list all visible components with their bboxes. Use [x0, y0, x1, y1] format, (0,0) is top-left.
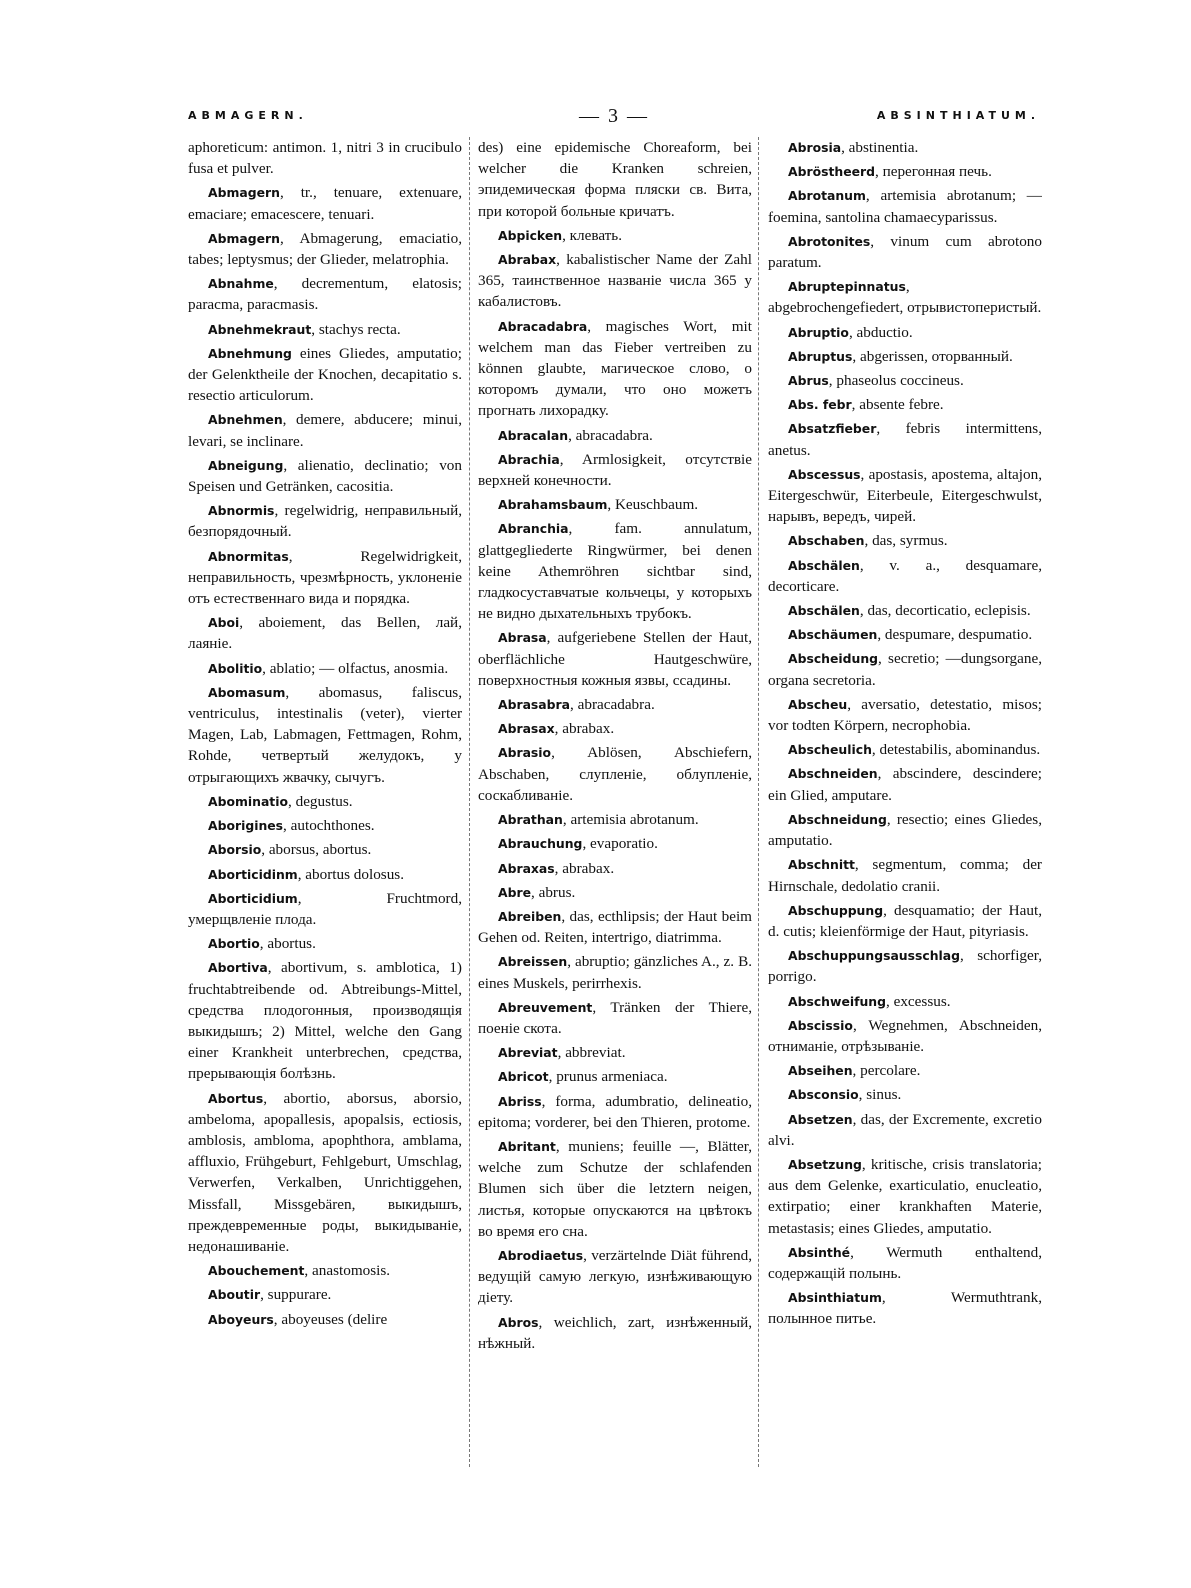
dictionary-entry	[188, 546, 462, 610]
entry-definition: des) eine epidemische Choreaform, bei welcher die Kranken schreien, эпидемическая форма пляски св. Вита, при которой больные кричатъ.	[478, 139, 752, 220]
entry-headword: Abrathan	[498, 812, 563, 828]
entry-headword: Abre	[498, 884, 531, 900]
entry-definition: , regelwidrig, неправильный, безпорядочный.	[188, 502, 462, 541]
dictionary-entry	[188, 682, 462, 788]
dictionary-entry	[478, 1066, 752, 1087]
entry-headword: Abschuppung	[788, 902, 884, 918]
column-3	[768, 137, 1042, 1497]
column-1	[188, 137, 462, 1497]
entry-definition: , magisches Wort, mit welchem man das Fieber vertreiben zu können glaubte, магическое слово, о которомъ думали, что оно можетъ прогнать лихорадку.	[478, 317, 752, 420]
entry-definition: , demere, abducere; minui, levari, se inclinare.	[188, 411, 462, 450]
entry-definition: , abortus.	[259, 935, 316, 953]
entry-headword: Abrasio	[498, 745, 552, 761]
entry-definition: , aversatio, detestatio, misos; vor todten Körpern, necrophobia.	[768, 695, 1042, 735]
entry-headword: Abmagern	[208, 230, 280, 246]
entry-definition: , febris intermittens, anetus.	[768, 420, 1042, 459]
entry-headword: Abrasa	[498, 630, 547, 646]
dictionary-entry	[188, 888, 462, 930]
entry-definition: , prunus armeniaca.	[548, 1068, 668, 1086]
entry-definition: , abracadabra.	[570, 696, 655, 714]
dictionary-entry	[478, 742, 752, 806]
entry-definition: , kritische, crisis translatoria; aus dem Gelenke, exarticulatio, enucleatio, extirpatio; einer krankhaften Materie, metastasis; eines Gliedes, amputatio.	[768, 1155, 1042, 1237]
entry-headword: Abschälen	[788, 557, 860, 573]
column-divider	[758, 137, 759, 1467]
entry-headword: Abrahamsbaum	[498, 497, 608, 513]
dictionary-entry	[768, 1060, 1042, 1081]
dictionary-entry	[478, 951, 752, 993]
entry-headword: Abortus	[208, 1090, 264, 1106]
dictionary-entry	[768, 231, 1042, 273]
entry-headword: Abracadabra	[498, 318, 588, 334]
dictionary-entry	[188, 791, 462, 812]
dictionary-entry	[188, 137, 462, 179]
entry-headword: Abscheulich	[788, 742, 872, 758]
dictionary-entry	[768, 991, 1042, 1012]
dictionary-entry	[478, 833, 752, 854]
entry-headword: Abnormitas	[208, 548, 289, 564]
entry-definition: , suppurare.	[260, 1286, 332, 1304]
entry-definition: , degustus.	[288, 792, 353, 810]
dictionary-entry	[768, 185, 1042, 227]
entry-headword: Abreiben	[498, 908, 562, 924]
entry-definition: , weichlich, zart, изнѣженный, нѣжный.	[478, 1313, 752, 1352]
entry-headword: Abmagern	[208, 185, 280, 201]
column-divider	[469, 137, 470, 1467]
entry-definition: , abductio.	[848, 323, 913, 341]
dictionary-entry	[188, 343, 462, 407]
dictionary-entry	[768, 739, 1042, 760]
entry-headword: Aborigines	[208, 818, 284, 834]
dictionary-entry	[478, 718, 752, 739]
entry-definition: , abbreviat.	[557, 1044, 626, 1062]
entry-definition: , segmentum, comma; der Hirnschale, dedolatio cranii.	[768, 856, 1042, 895]
entry-headword: Abricot	[498, 1069, 549, 1085]
entry-headword: Aborsio	[208, 842, 262, 858]
entry-definition: , evaporatio.	[582, 835, 658, 853]
entry-definition: , Wegnehmen, Abschneiden, отниманіе, отрѣзываніе.	[768, 1016, 1042, 1055]
dictionary-entry	[188, 500, 462, 542]
dictionary-entry	[768, 763, 1042, 805]
dictionary-entry	[188, 1088, 462, 1258]
entry-definition: , перегонная печь.	[875, 163, 992, 181]
header-left-guideword: ABMAGERN.	[188, 109, 308, 122]
dictionary-entry	[478, 858, 752, 879]
entry-headword: Aboi	[208, 615, 240, 631]
entry-definition: , abrabax.	[554, 859, 615, 877]
entry-headword: Abrus	[788, 373, 829, 389]
entry-definition: , anastomosis.	[304, 1262, 391, 1280]
dictionary-entry	[188, 957, 462, 1084]
page-number: — 3 —	[579, 105, 649, 127]
entry-definition: , tr., tenuare, extenuare, emaciare; emacescere, tenuari.	[188, 184, 462, 223]
entry-headword: Absconsio	[788, 1087, 859, 1103]
entry-headword: Aborticidinm	[208, 866, 298, 882]
entry-definition: , Tränken der Thiere, поеніе скота.	[478, 998, 752, 1037]
entry-headword: Abschäumen	[788, 627, 878, 643]
entry-definition: , ablatio; — olfactus, anosmia.	[262, 659, 449, 677]
dictionary-entry	[768, 418, 1042, 460]
dictionary-entry	[478, 1042, 752, 1063]
entry-headword: Aboutir	[208, 1287, 261, 1303]
dictionary-entry	[478, 627, 752, 691]
entry-definition: , artemisia abrotanum.	[562, 811, 699, 829]
dictionary-entry	[768, 346, 1042, 367]
dictionary-entry	[768, 370, 1042, 391]
entry-headword: Abraxas	[498, 860, 555, 876]
dictionary-entry	[188, 933, 462, 954]
entry-headword: Abreviat	[498, 1045, 558, 1061]
entry-definition: eines Gliedes, amputatio; der Gelenktheile der Knochen, decapitatio s. resectio articulorum.	[188, 344, 462, 405]
entry-definition: , abstinentia.	[841, 139, 919, 156]
dictionary-entry	[768, 161, 1042, 182]
dictionary-entry	[478, 425, 752, 446]
entry-definition: , forma, adumbratio, delineatio, epitoma; vorderer, bei den Thieren, protome.	[478, 1092, 752, 1131]
dictionary-entry	[768, 322, 1042, 343]
entry-definition: , detestabilis, abominandus.	[871, 741, 1041, 759]
entry-definition: , apostasis, apostema, altajon, Eitergeschwür, Eiterbeule, Eitergeschwulst, нарывъ, вередъ, чирей.	[768, 465, 1042, 526]
entry-headword: Abschuppungsausschlag	[788, 948, 961, 964]
dictionary-entry	[188, 658, 462, 679]
entry-definition: , abscindere, descindere; ein Glied, amputare.	[768, 765, 1042, 804]
entry-definition: , sinus.	[858, 1086, 902, 1104]
dictionary-entry	[188, 273, 462, 315]
column-2	[478, 137, 752, 1497]
entry-headword: Abomasum	[208, 684, 286, 700]
dictionary-entry	[478, 225, 752, 246]
entry-headword: Abruptus	[788, 348, 853, 364]
dictionary-entry	[768, 1109, 1042, 1151]
dictionary-entry	[478, 1091, 752, 1133]
entry-definition: , Regelwidrigkeit, неправильность, чрезмѣрность, уклоненіе отъ естественнаго вида и порядка.	[188, 547, 462, 608]
dictionary-entry	[768, 555, 1042, 597]
entry-headword: Abrasax	[498, 721, 555, 737]
entry-headword: Abnahme	[208, 276, 274, 292]
entry-definition: , aboiement, das Bellen, лай, лаяніе.	[188, 614, 462, 653]
entry-headword: Abrasabra	[498, 697, 571, 713]
dictionary-entry	[478, 249, 752, 313]
dictionary-entry	[768, 854, 1042, 896]
entry-headword: Abscissio	[788, 1017, 853, 1033]
entry-definition: , Abmagerung, emaciatio, tabes; leptysmus; der Glieder, melatrophia.	[188, 229, 462, 269]
entry-headword: Absinthé	[788, 1244, 851, 1260]
entry-headword: Abrotonites	[788, 233, 871, 249]
entry-definition: , aboyeuses (delire	[273, 1310, 388, 1328]
dictionary-entry	[768, 648, 1042, 690]
entry-definition: , schorfiger, porrigo.	[768, 947, 1042, 986]
entry-definition: , despumare, despumatio.	[877, 626, 1033, 644]
entry-definition: , abortus dolosus.	[297, 865, 405, 883]
dictionary-entry	[478, 1136, 752, 1242]
entry-definition: , decrementum, elatosis; paracma, paracmasis.	[188, 275, 462, 314]
entry-headword: Absinthiatum	[788, 1290, 882, 1306]
dictionary-entry	[188, 1284, 462, 1305]
dictionary-entry	[188, 612, 462, 654]
entry-headword: Abortio	[208, 936, 260, 952]
entry-definition: , das, ecthlipsis; der Haut beim Gehen od. Reiten, intertrigo, diatrimma.	[478, 907, 752, 947]
entry-definition: , Wermuthtrank, полынное питье.	[768, 1289, 1042, 1328]
entry-headword: Abreissen	[498, 954, 568, 970]
entry-definition: , autochthones.	[283, 817, 375, 835]
entry-headword: Abschaben	[788, 533, 865, 549]
entry-definition: , absente febre.	[851, 396, 944, 414]
entry-headword: Abscheidung	[788, 651, 879, 667]
entry-headword: Abscheu	[788, 696, 848, 712]
dictionary-entry	[768, 394, 1042, 415]
entry-headword: Abpicken	[498, 227, 563, 243]
entry-definition: , abortio, aborsus, aborsio, ambeloma, apopallesis, apopalsis, ectiosis, amblosis, ambloma, apophthora, amblama, affluxio, Frühgeburt, Fehlgeburt, Umschlag, Verwerfen, Verkalben, Unrichtiggehen, Missfall, Missgebären, выкидышъ, преждевременные роды, выкидываніе, недонашиваніе.	[188, 1089, 462, 1255]
dictionary-entry	[478, 518, 752, 624]
entry-definition: , resectio; eines Gliedes, amputatio.	[768, 810, 1042, 850]
entry-headword: Aboyeurs	[208, 1311, 274, 1327]
entry-headword: Abseihen	[788, 1063, 853, 1079]
entry-headword: Abschnitt	[788, 857, 855, 873]
entry-definition: , abracadabra.	[568, 426, 653, 444]
entry-headword: Abröstheerd	[788, 164, 875, 180]
dictionary-entry	[768, 900, 1042, 942]
entry-headword: Abrabax	[498, 252, 557, 268]
entry-headword: Absetzen	[788, 1111, 853, 1127]
entry-definition: , Keuschbaum.	[607, 496, 699, 514]
entry-definition: , percolare.	[852, 1062, 921, 1080]
entry-definition: , vinum cum abrotono paratum.	[768, 232, 1042, 272]
entry-definition: , das, decorticatio, eclepisis.	[859, 602, 1031, 620]
entry-definition: aphoreticum: antimon. 1, nitri 3 in crucibulo fusa et pulver.	[188, 139, 462, 178]
entry-headword: Abnormis	[208, 503, 275, 519]
dictionary-entry	[478, 694, 752, 715]
dictionary-entry	[768, 137, 1042, 158]
entry-definition: , Armlosigkeit, отсутствіе верхней конечности.	[478, 450, 752, 490]
entry-headword: Abrauchung	[498, 836, 583, 852]
dictionary-entry	[478, 1312, 752, 1354]
entry-definition: , secretio; —dungsorgane, organa secretoria.	[768, 650, 1042, 689]
entry-definition: , desquamatio; der Haut, d. cutis; kleienförmige der Haut, pityriasis.	[768, 901, 1042, 940]
entry-headword: Abschneidung	[788, 811, 887, 827]
entry-headword: Abschälen	[788, 603, 860, 619]
entry-headword: Abschweifung	[788, 993, 886, 1009]
entry-definition: , verzärtelnde Diät führend, ведущій самую легкую, изнѣживающую діету.	[478, 1246, 752, 1307]
entry-definition: , muniens; feuille —, Blätter, welche zum Schutze der schlafenden Blumen sich über die letztern neigen, листья, которые опускаются на цвѣтокъ во время его сна.	[478, 1137, 752, 1240]
entry-headword: Abreuvement	[498, 999, 593, 1015]
entry-definition: , stachys recta.	[311, 320, 401, 338]
dictionary-entry	[768, 1287, 1042, 1329]
entry-headword: Abrosia	[788, 140, 842, 155]
dictionary-entry	[768, 530, 1042, 551]
dictionary-entry	[768, 945, 1042, 987]
entry-headword: Aborticidium	[208, 890, 298, 906]
dictionary-entry	[188, 815, 462, 836]
entry-definition: , abortivum, s. amblotica, 1) fruchtabtreibende od. Abtreibungs-Mittel, средства плодогонныя, производящія выкидышъ; 2) Mittel, welche den Gang einer Krankheit unterbrechen, средства, прерывающія болѣзнь.	[188, 959, 462, 1083]
dictionary-entry	[768, 809, 1042, 851]
entry-definition: , artemisia abrotanum; — foemina, santolina chamaecyparissus.	[768, 187, 1042, 226]
dictionary-entry	[188, 864, 462, 885]
entry-definition: , kabalistischer Name der Zahl 365, таинственное названіе числа 365 у кабалистовъ.	[478, 251, 752, 311]
entry-headword: Abolitio	[208, 660, 263, 676]
entry-definition: , alienatio, declinatio; von Speisen und Getränken, cacositia.	[188, 456, 462, 496]
entry-headword: Abritant	[498, 1138, 556, 1154]
entry-headword: Abruptepinnatus	[788, 279, 906, 295]
dictionary-entry	[768, 1084, 1042, 1105]
dictionary-entry	[478, 1245, 752, 1309]
dictionary-entry	[188, 1309, 462, 1330]
entry-headword: Abnehmung	[208, 345, 292, 361]
entry-headword: Abneigung	[208, 457, 284, 473]
entry-definition: , das, syrmus.	[864, 532, 948, 550]
entry-headword: Absatzfieber	[788, 421, 877, 437]
dictionary-entry	[768, 600, 1042, 621]
entry-definition: , abomasus, faliscus, ventriculus, intestinalis (veter), vierter Magen, Lab, Labmagen, Fettmagen, Rohm, Rohde, четвертый желудокъ, у отрыгающихъ жвачку, сычугъ.	[188, 683, 462, 786]
dictionary-entry	[768, 1154, 1042, 1239]
running-header	[188, 105, 1040, 129]
dictionary-entry	[768, 624, 1042, 645]
entry-headword: Abouchement	[208, 1263, 305, 1279]
entry-headword: Absetzung	[788, 1156, 862, 1172]
dictionary-entry	[768, 276, 1042, 318]
dictionary-entry	[768, 1242, 1042, 1284]
entry-definition: , Wermuth enthaltend, содержащій полынь.	[768, 1243, 1042, 1282]
entry-definition: , abrus.	[530, 883, 576, 901]
entry-headword: Abnehmen	[208, 412, 283, 428]
entry-headword: Abnehmekraut	[208, 321, 312, 337]
entry-definition: , aufgeriebene Stellen der Haut, oberflächliche Hautgeschwüre, поверхностныя кожныя язвы, ссадины.	[478, 629, 752, 689]
entry-headword: Abrotanum	[788, 188, 866, 204]
dictionary-entry	[768, 464, 1042, 528]
dictionary-entry	[478, 997, 752, 1039]
dictionary-entry	[478, 882, 752, 903]
entry-definition: , abgebrochengefiedert, отрывистоперистый.	[768, 278, 1042, 317]
dictionary-entry	[188, 409, 462, 451]
dictionary-entry	[768, 694, 1042, 736]
dictionary-entry	[188, 182, 462, 224]
entry-definition: , abrabax.	[554, 720, 615, 738]
entry-definition: , aborsus, abortus.	[261, 841, 372, 859]
entry-headword: Abominatio	[208, 793, 288, 809]
entry-headword: Abranchia	[498, 521, 569, 537]
dictionary-entry	[478, 809, 752, 830]
entry-headword: Abruptio	[788, 324, 849, 340]
entry-headword: Abrachia	[498, 451, 560, 467]
entry-headword: Abriss	[498, 1093, 542, 1109]
entry-headword: Abros	[498, 1314, 539, 1330]
entry-definition: , phaseolus coccineus.	[828, 372, 964, 390]
dictionary-entry	[188, 1260, 462, 1281]
entry-headword: Abrodiaetus	[498, 1247, 584, 1263]
entry-definition: , клевать.	[562, 226, 623, 244]
entry-headword: Abracalan	[498, 427, 569, 443]
entry-definition: , Fruchtmord, умерщвленіе плода.	[188, 889, 462, 928]
dictionary-entry	[478, 137, 752, 222]
dictionary-entry	[478, 449, 752, 491]
entry-headword: Abscessus	[788, 466, 861, 482]
dictionary-entry	[188, 319, 462, 340]
dictionary-entry	[478, 906, 752, 948]
entry-definition: , abruptio; gänzliches A., z. B. eines Muskels, perirrhexis.	[478, 953, 752, 992]
dictionary-entry	[478, 494, 752, 515]
dictionary-entry	[188, 228, 462, 270]
entry-definition: , Ablösen, Abschiefern, Abschaben, слупленіе, облупленіе, соскабливаніе.	[478, 744, 752, 804]
entry-headword: Abortiva	[208, 960, 268, 976]
entry-definition: , abgerissen, оторванный.	[852, 347, 1013, 365]
entry-definition: , v. a., desquamare, decorticare.	[768, 556, 1042, 595]
entry-headword: Abs. febr	[788, 397, 852, 413]
dictionary-entry	[188, 839, 462, 860]
entry-headword: Abschneiden	[788, 766, 878, 782]
entry-definition: , fam. annulatum, glattgegliederte Ringwürmer, bei denen keine Athemröhren sichtbar sind, гладкосуставчатые кольчецы, у которыхъ не видно дыхательныхъ трубокъ.	[478, 520, 752, 623]
header-right-guideword: ABSINTHIATUM.	[876, 109, 1040, 122]
dictionary-entry	[768, 1015, 1042, 1057]
dictionary-entry	[188, 455, 462, 497]
entry-definition: , excessus.	[886, 992, 951, 1010]
dictionary-entry	[478, 316, 752, 422]
entry-definition: , das, der Excremente, excretio alvi.	[768, 1110, 1042, 1149]
